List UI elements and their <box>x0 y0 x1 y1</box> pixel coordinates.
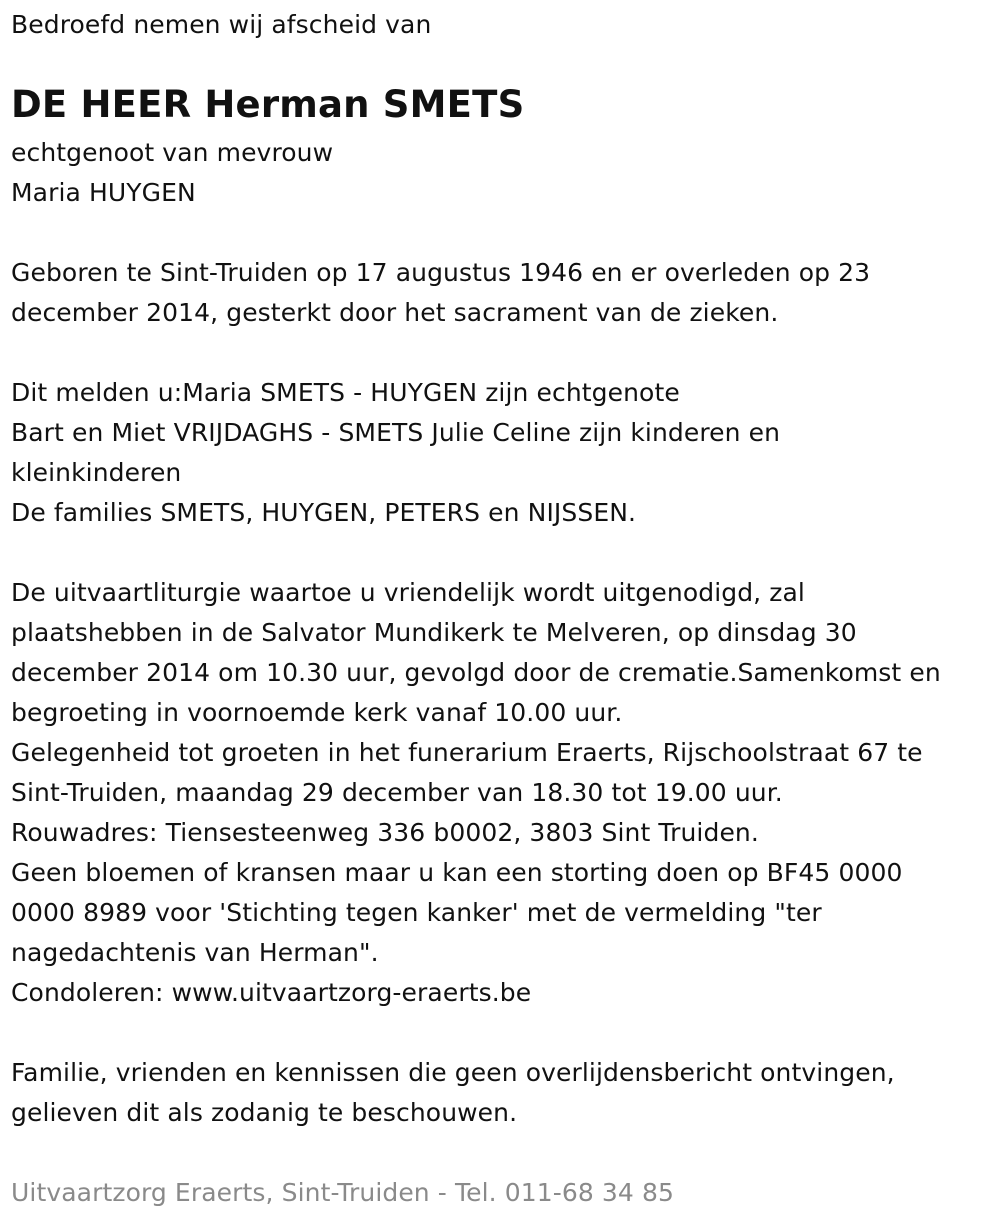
funeral-line: nagedachtenis van Herman". <box>11 938 379 967</box>
announcement-line: De families SMETS, HUYGEN, PETERS en NIJSSEN. <box>11 498 637 527</box>
funeral-line: Geen bloemen of kransen maar u kan een storting doen op BF45 0000 <box>11 858 903 887</box>
funeral-line: plaatshebben in de Salvator Mundikerk te Melveren, op dinsdag 30 <box>11 618 857 647</box>
spouse-line: Maria HUYGEN <box>11 178 196 207</box>
birth-death-line: december 2014, gesterkt door het sacrament van de zieken. <box>11 298 779 327</box>
funeral-line: Rouwadres: Tiensesteenweg 336 b0002, 3803 Sint Truiden. <box>11 818 759 847</box>
funeral-line: december 2014 om 10.30 uur, gevolgd door de crematie.Samenkomst en <box>11 658 941 687</box>
funeral-line: Gelegenheid tot groeten in het funerarium Eraerts, Rijschoolstraat 67 te <box>11 738 923 767</box>
birth-death-block <box>11 253 870 333</box>
closing-line: Familie, vrienden en kennissen die geen overlijdensbericht ontvingen, <box>11 1058 895 1087</box>
funeral-line: 0000 8989 voor 'Stichting tegen kanker' met de vermelding "ter <box>11 898 822 927</box>
intro-text: Bedroefd nemen wij afscheid van <box>11 10 432 39</box>
announcement-line: Bart en Miet VRIJDAGHS - SMETS Julie Celine zijn kinderen en <box>11 418 781 447</box>
spouse-line: echtgenoot van mevrouw <box>11 138 334 167</box>
closing-block <box>11 1053 895 1133</box>
announcement-line: Dit melden u:Maria SMETS - HUYGEN zijn echtgenote <box>11 378 680 407</box>
condolence-line: Condoleren: www.uitvaartzorg-eraerts.be <box>11 978 532 1007</box>
announcement-block <box>11 373 780 533</box>
birth-death-line: Geboren te Sint-Truiden op 17 augustus 1946 en er overleden op 23 <box>11 258 871 287</box>
deceased-name: DE HEER Herman SMETS <box>11 83 525 126</box>
funeral-line: De uitvaartliturgie waartoe u vriendelijk wordt uitgenodigd, zal <box>11 578 805 607</box>
spouse-block <box>11 133 333 213</box>
funeral-line: begroeting in voornoemde kerk vanaf 10.00 uur. <box>11 698 623 727</box>
funeral-details-block <box>11 573 941 1013</box>
funeral-home-footer: Uitvaartzorg Eraerts, Sint-Truiden - Tel. 011-68 34 85 <box>11 1178 674 1207</box>
closing-line: gelieven dit als zodanig te beschouwen. <box>11 1098 518 1127</box>
funeral-line: Sint-Truiden, maandag 29 december van 18.30 tot 19.00 uur. <box>11 778 783 807</box>
announcement-line: kleinkinderen <box>11 458 182 487</box>
